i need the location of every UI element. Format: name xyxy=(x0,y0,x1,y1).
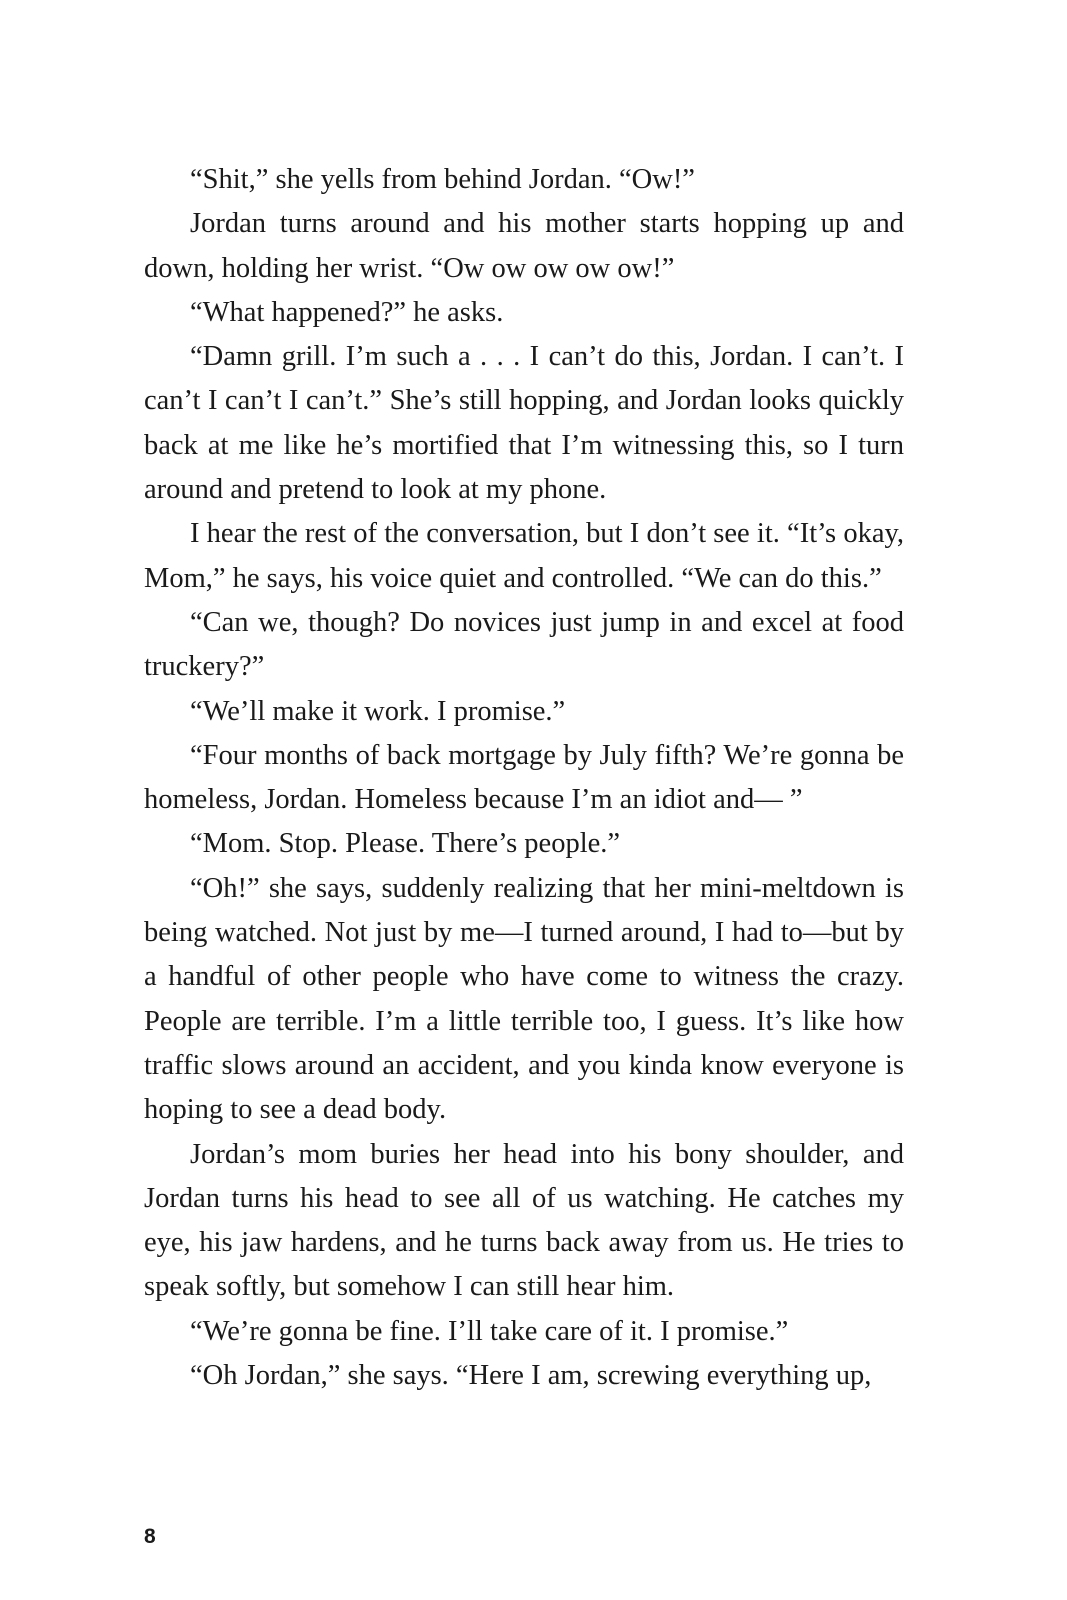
paragraph-10: “Oh!” she says, suddenly realizing that her mini-meltdown is being watched. Not just by me—I turned around, I had to—but by a handful of other people who have come to witness the crazy. People are terrible. I’m a little terrible too, I guess. It’s like how traffic slows around an accident, and you kinda know everyone is hoping to see a dead body. xyxy=(144,872,904,1126)
body-text xyxy=(144,158,904,1398)
paragraph-7: “We’ll make it work. I promise.” xyxy=(190,695,566,727)
paragraph-6: “Can we, though? Do novices just jump in and excel at food truckery?” xyxy=(144,606,904,683)
paragraph-13: “Oh Jordan,” she says. “Here I am, screwing everything up, xyxy=(190,1360,872,1392)
paragraph-12: “We’re gonna be fine. I’ll take care of it. I promise.” xyxy=(190,1315,789,1347)
paragraph-9: “Mom. Stop. Please. There’s people.” xyxy=(190,828,621,860)
paragraph-2: Jordan turns around and his mother starts hopping up and down, holding her wrist. “Ow ow ow ow ow!” xyxy=(144,208,904,284)
page-number: 8 xyxy=(144,1525,156,1548)
paragraph-4: “Damn grill. I’m such a . . . I can’t do this, Jordan. I can’t. I can’t I can’t I can’t.” She’s still hopping, and Jordan looks quickly back at me like he’s mortified that I’m witnessing this, so I turn around and pretend to look at my phone. xyxy=(144,341,904,506)
paragraph-1: “Shit,” she yells from behind Jordan. “Ow!” xyxy=(190,164,695,195)
paragraph-5: I hear the rest of the conversation, but I don’t see it. “It’s okay, Mom,” he says, his voice quiet and controlled. “We can do this.” xyxy=(144,518,904,594)
paragraph-3: “What happened?” he asks. xyxy=(190,296,504,328)
paragraph-11: Jordan’s mom buries her head into his bony shoulder, and Jordan turns his head to see all of us watching. He catches my eye, his jaw hardens, and he turns back away from us. He tries to speak softly, but somehow I can still hear him. xyxy=(144,1138,904,1303)
paragraph-8: “Four months of back mortgage by July fifth? We’re gonna be homeless, Jordan. Homeless because I’m an idiot and— ” xyxy=(144,739,904,816)
